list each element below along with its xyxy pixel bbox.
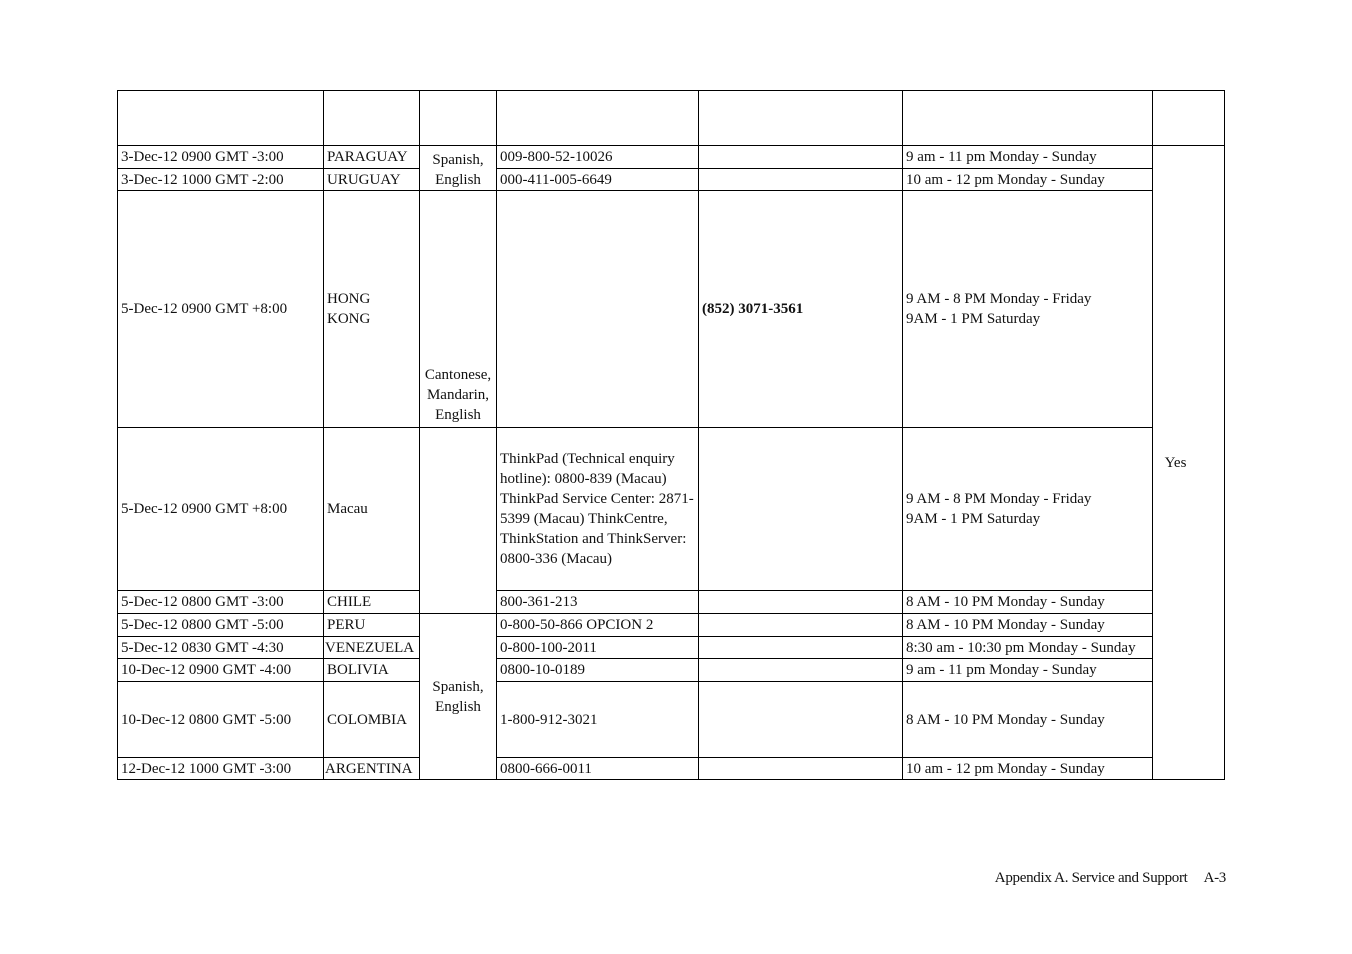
date-cell: 5-Dec-12 0900 GMT +8:00: [118, 191, 324, 428]
phone-cell: 1-800-912-3021: [497, 682, 699, 758]
hours-cell: 10 am - 12 pm Monday - Sunday: [903, 169, 1153, 191]
support-table: [117, 90, 1225, 780]
table-row: [118, 758, 1225, 780]
header-cell: [1153, 91, 1225, 146]
header-cell: [420, 91, 497, 146]
hours-cell: [903, 191, 1153, 428]
hours-cell: 8 AM - 10 PM Monday - Sunday: [903, 591, 1153, 614]
phone-cell: 0800-10-0189: [497, 659, 699, 682]
language-cell: [420, 146, 497, 191]
hours-line: 9AM - 1 PM Saturday: [906, 511, 1041, 527]
country-cell: [324, 191, 420, 428]
alt-phone-cell: [699, 659, 903, 682]
alt-phone-cell: [699, 591, 903, 614]
table-row: [118, 591, 1225, 614]
table-row: [118, 637, 1225, 659]
table-header-row: [118, 91, 1225, 146]
hours-cell: 10 am - 12 pm Monday - Sunday: [903, 758, 1153, 780]
language-line: English: [435, 698, 481, 715]
table-row: [118, 614, 1225, 637]
date-cell: 5-Dec-12 0800 GMT -5:00: [118, 614, 324, 637]
country-cell: VENEZUELA: [324, 637, 420, 659]
alt-phone-cell: [699, 682, 903, 758]
country-cell: ARGENTINA: [324, 758, 420, 780]
table-row: [118, 659, 1225, 682]
country-cell: CHILE: [324, 591, 420, 614]
table-row: [118, 428, 1225, 591]
table-row: [118, 169, 1225, 191]
alt-phone-cell: [699, 146, 903, 169]
alt-phone-cell: [699, 614, 903, 637]
country-cell: PARAGUAY: [324, 146, 420, 169]
language-line: Cantonese,: [424, 367, 492, 383]
language-cell: [420, 191, 497, 428]
date-cell: 3-Dec-12 0900 GMT -3:00: [118, 146, 324, 169]
alt-phone-cell: [699, 428, 903, 591]
hours-cell: 8:30 am - 10:30 pm Monday - Sunday: [903, 637, 1153, 659]
date-cell: 12-Dec-12 1000 GMT -3:00: [118, 758, 324, 780]
date-cell: 10-Dec-12 0800 GMT -5:00: [118, 682, 324, 758]
date-cell: 3-Dec-12 1000 GMT -2:00: [118, 169, 324, 191]
header-cell: [497, 91, 699, 146]
alt-phone-cell: [699, 758, 903, 780]
hours-line: 9 AM - 8 PM Monday - Friday: [906, 491, 1092, 507]
phone-cell: [497, 191, 699, 428]
phone-cell: 0800-666-0011: [497, 758, 699, 780]
phone-cell: 0-800-100-2011: [497, 637, 699, 659]
hours-line: 9AM - 1 PM Saturday: [906, 311, 1041, 327]
page-footer: [995, 870, 1226, 887]
header-cell: [699, 91, 903, 146]
country-line: HONG: [327, 291, 371, 307]
country-line: KONG: [327, 311, 371, 327]
alt-phone-cell: (852) 3071-3561: [699, 191, 903, 428]
table-row: [118, 146, 1225, 169]
country-cell: BOLIVIA: [324, 659, 420, 682]
language-cell: [420, 428, 497, 614]
country-cell: PERU: [324, 614, 420, 637]
country-cell: COLOMBIA: [324, 682, 420, 758]
footer-section-title: Appendix A. Service and Support: [994, 870, 1188, 886]
date-cell: 10-Dec-12 0900 GMT -4:00: [118, 659, 324, 682]
header-cell: [903, 91, 1153, 146]
date-cell: 5-Dec-12 0900 GMT +8:00: [118, 428, 324, 591]
alt-phone-cell: [699, 169, 903, 191]
header-cell: [324, 91, 420, 146]
phone-cell: 800-361-213: [497, 591, 699, 614]
language-line: Mandarin,: [426, 387, 490, 403]
language-line: Spanish,: [432, 152, 484, 168]
hours-line: 9 AM - 8 PM Monday - Friday: [906, 291, 1092, 307]
language-line: English: [435, 172, 481, 188]
phone-cell: 0-800-50-866 OPCION 2: [497, 614, 699, 637]
date-cell: 5-Dec-12 0800 GMT -3:00: [118, 591, 324, 614]
country-cell: URUGUAY: [324, 169, 420, 191]
table-row: [118, 682, 1225, 758]
hours-cell: [903, 428, 1153, 591]
hours-cell: 9 am - 11 pm Monday - Sunday: [903, 146, 1153, 169]
phone-cell: ThinkPad (Technical enquiry hotline): 0800-839 (Macau) ThinkPad Service Center: 2871-5399 (Macau) ThinkCentre, ThinkStation and ThinkServer: 0800-336 (Macau): [497, 428, 699, 591]
phone-cell: 000-411-005-6649: [497, 169, 699, 191]
date-cell: 5-Dec-12 0830 GMT -4:30: [118, 637, 324, 659]
language-cell: [420, 614, 497, 780]
hours-cell: 8 AM - 10 PM Monday - Sunday: [903, 682, 1153, 758]
hours-cell: 8 AM - 10 PM Monday - Sunday: [903, 614, 1153, 637]
page-number: A-3: [1203, 870, 1226, 886]
table-row: [118, 191, 1225, 428]
language-line: English: [435, 407, 481, 423]
header-cell: [118, 91, 324, 146]
support-cell: Yes: [1153, 146, 1225, 780]
alt-phone-cell: [699, 637, 903, 659]
phone-cell: 009-800-52-10026: [497, 146, 699, 169]
country-cell: Macau: [324, 428, 420, 591]
language-line: Spanish,: [432, 678, 484, 695]
hours-cell: 9 am - 11 pm Monday - Sunday: [903, 659, 1153, 682]
